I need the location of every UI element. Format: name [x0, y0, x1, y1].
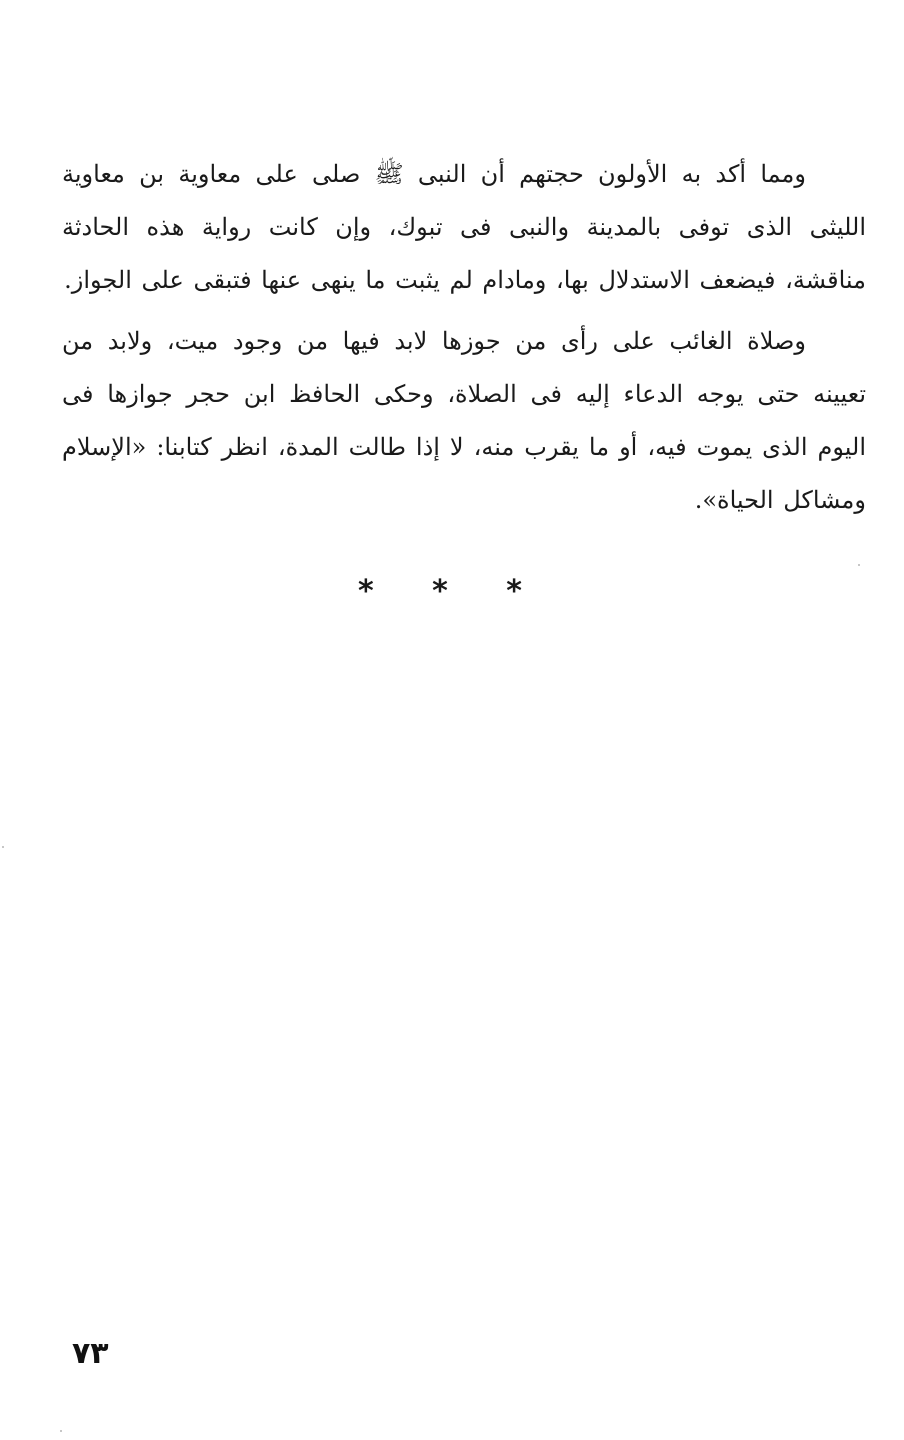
paragraph-1: ومما أكد به الأولون حجتهم أن النبى ﷺ صلى على معاوية بن معاوية الليثى الذى توفى بالمدينة والنبى فى تبوك، وإن كانت رواية هذه الحادثة مناقشة، فيضعف الاستدلال بها، ومادام لم يثبت ما ينهى عنها فتبقى على الجواز. — [62, 160, 866, 294]
page-number: ٧٣ — [72, 1336, 109, 1371]
section-separator: * * * — [358, 574, 546, 609]
body-text — [62, 148, 866, 535]
scan-speck — [858, 564, 860, 566]
scan-speck — [2, 846, 4, 848]
paragraph-2: وصلاة الغائب على رأى من جوزها لابد فيها من وجود ميت، ولابد من تعيينه حتى يوجه الدعاء إليه فى الصلاة، وحكى الحافظ ابن حجر جوازها فى اليوم الذى يموت فيه، أو ما يقرب منه، لا إذا طالت المدة، انظر كتابنا: «الإسلام ومشاكل الحياة». — [62, 327, 866, 514]
scan-speck — [60, 1430, 62, 1432]
